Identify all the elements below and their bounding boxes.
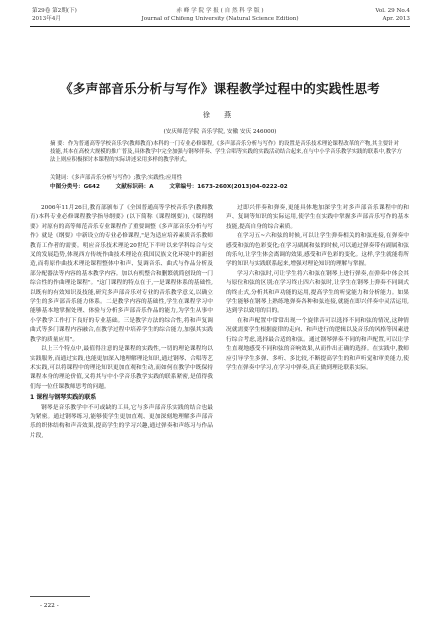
journal-name-cn: 赤 峰 学 院 学 报 ( 自 然 科 学 版 ) — [176, 8, 264, 14]
section-heading: 1 课程与钢琴实践的联系 — [30, 394, 97, 402]
document-code: 文献标识码：A — [115, 184, 154, 190]
author-affiliation: (安庆师范学院 音乐学院, 安徽 安庆 246000) — [163, 129, 277, 135]
issue-volume: 第29卷 第2期(下) — [32, 8, 77, 14]
article-number: 文章编号：1673-260X(2013)04-0222-02 — [169, 184, 288, 190]
keywords: 关键词：《多声部音乐分析与写作》;教学;实践性;应用性 — [50, 175, 183, 181]
body-paragraph: 在学习五~六和弦的时候,可以让学生弹奏相关的和弦连接,在弹奏中感受和弦的色彩变化;在学习副属和弦的时候,可以通过弹奏带有副属和弦的乐句,让学生体会离调的效果,感受和声色彩的变化。这样,学生就能将所学的知识与实践联系起来,增强对理论知识的理解与掌握。 — [226, 233, 409, 268]
journal-volume-info — [375, 7, 410, 23]
footnote-divider — [30, 596, 90, 597]
body-paragraph: 以上三个特点中,最值得注意的是课程的实践性,一切的理论课程均以实践服务,而通过实践,也能更加深入地理解理论知识,通过钢琴、合唱等艺术实践,可以将课程中的理论知识更加直观和生动,而如何在教学中既保持课程本身的理论价值,又将其与中小学音乐教学实践的联系紧密,是值得我们每一位任课教师思考的问题。 — [30, 346, 213, 390]
body-column-right — [226, 204, 409, 373]
volume-en: Vol. 29 No.4 — [375, 8, 410, 14]
abstract: 摘 要：作为普通高等学校音乐学(教师教育)本科的一门专业必修课程,《多声部音乐分析与写作》的设置是音乐技术理论课程改革的产物,其主要针对技能,其本在高校大规模的推广普及,具体教学中完全加强与钢琴伴奏、学生合唱等实践的实践活动结合起来,在与中小学音乐教学实践的联系中,教学方法上则应积极探讨本课程的实际讲述采用多样的教学形式。 — [50, 141, 402, 164]
body-column-left — [30, 204, 213, 441]
classification-info — [50, 183, 302, 191]
author-name: 徐 燕 — [202, 111, 238, 119]
body-paragraph: 在和声配置中常常出现一个旋律音可以选择不同和弦的情况,这种情况就需要学生根据旋律的走向、和声进行的逻辑以及音乐的风格等因素进行综合考虑,选择最合适的和弦。通过钢琴弹奏不同的和声配置,可以让学生直观地感受不同和弦的音响效果,从而作出正确的选择。在实践中,教师应引导学生多弹、多听、多比较,不断提高学生的和声听觉和审美能力,使学生在弹奏中学习,在学习中弹奏,真正做到理论联系实际。 — [226, 317, 409, 371]
article-title: 《多声部音乐分析与写作》课程教学过程中的实践性思考 — [60, 81, 380, 96]
page-number: - 222 - — [40, 603, 59, 609]
body-paragraph: 学习六和弦时,可让学生将六和弦在钢琴上进行弹奏,在弹奏中体会其与原位和弦的区别;在学习终止四六和弦时,让学生在钢琴上弹奏不同调式的终止式,分析其和声功能的运用,提高学生的听觉能力和分析能力。如果学生能够在钢琴上熟练地弹奏各种和弦连接,就能在即兴伴奏中灵活运用,达到学以致用的目的。 — [226, 270, 409, 315]
issue-date: 2013年4月 — [32, 16, 61, 22]
body-paragraph: 钢琴是音乐教学中不可或缺的工具,它与多声部音乐实践的结合也最为紧密。通过钢琴练习,能够使学生更加直观、更加深刻地理解多声部音乐的织体结构和声音效果,提高学生的学习兴趣,通过弹奏和声练习与作品片段, — [30, 404, 213, 439]
journal-name — [0, 7, 440, 23]
clc-number: 中图分类号：G642 — [50, 184, 100, 190]
header-divider — [30, 26, 410, 27]
body-paragraph: 2006年11月26日,教育部颁布了《全国普通高等学校音乐学(教师教育)本科专业必修课程教学指导纲要》(以下简称《课程纲要》),《课程纲要》对原有的高等师范音乐专业课程作了重要调整《多声部音乐分析与写作》就是《纲要》中新设立的专业必修课程,"是为适应培养素质音乐教师教育工作者的需要。明应音乐技术理论20世纪下半叶以来学科综合与交叉的发展趋势,体现西方传统作曲技术理论在我国民族文化环境中的新创造,而将原作曲技术理论课程整体中和声、复调音乐、曲式与作品分析及部分配器法等内容的基本教学内容。加以有机整合和删繁就简创设的一门综合性的作曲理论课程"。"这门课程的特点在于,一是课程体系的基础性,以既有的有效知识及技能,研究多声部音乐对专业的音乐教学意义,以确立学生的多声部音乐能力体系。二是教学内容的基础性,学生在课程学习中能够基本地掌握处理、体验与分析多声部音乐作品的能力,为学生从事中小学教学工作打下良好的专业基础。三是教学方法的综合性,将和声复调曲式等多门课程内容融合,在教学过程中培养学生的综合能力,加强其实践教学的质量应用"。 — [30, 205, 213, 343]
date-en: Apr. 2013 — [382, 16, 410, 22]
body-paragraph: 过即兴伴奏和弹奏,更能具体地加深学生对多声部音乐课程中的和声、复调等知识的实际运用,使学生在实践中掌握多声部音乐写作的基本技能,提高自身的综合素质。 — [226, 205, 409, 230]
journal-name-en: Journal of Chifeng University (Natural Science Edition) — [141, 16, 299, 22]
